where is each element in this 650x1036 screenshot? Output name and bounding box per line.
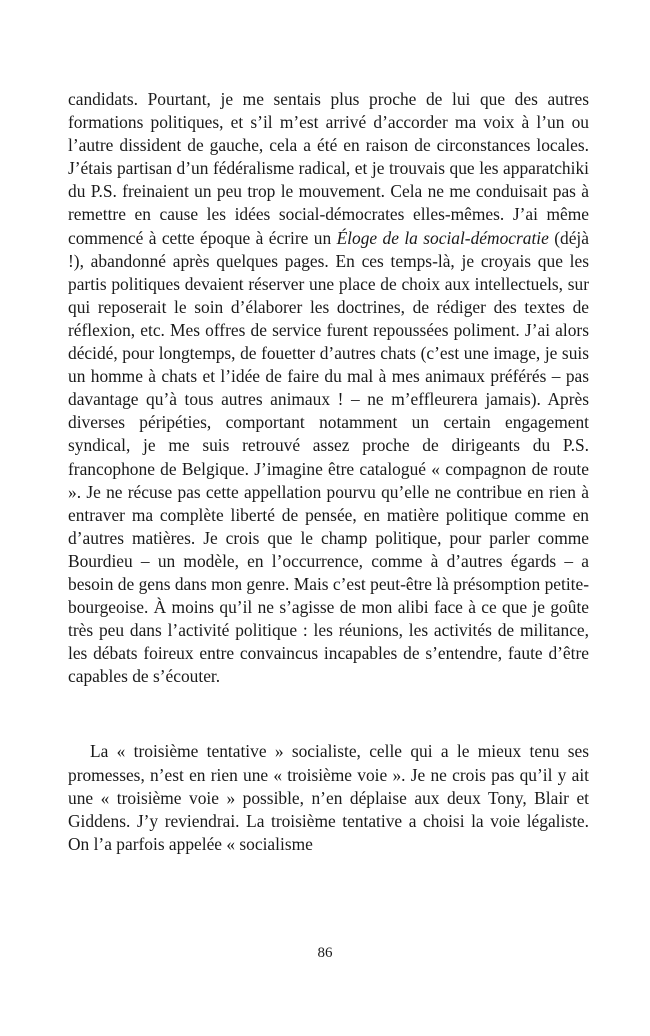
paragraph-2: La « troisième tentative » socialiste, celle qui a le mieux tenu ses promesses, n’est en rien une « troisième voie ». Je ne crois pas qu’il y ait une « troisième voie » possible, n’en déplaise aux deux Tony, Blair et Giddens. J’y reviendrai. La troisième tentative a choisi la voie légaliste. On l’a parfois appelée « socialisme bbox=[68, 741, 589, 854]
paragraph-1-text-end: (déjà !), abandonné après quelques pages. En ces temps-là, je croyais que les partis politiques devaient réserver une place de choix aux intellectuels, sur qui reposerait le soin d’élaborer les doctrines, de rédiger des textes de réflexion, etc. Mes offres de service furent repoussées poliment. J’ai alors décidé, pour longtemps, de fouetter d’autres chats (c’est une image, je suis un homme à chats et l’idée de faire du mal à mes animaux préférés – pas davantage qu’à tous autres animaux ! – ne m’effleurera jamais). Après diverses péripéties, comportant notamment un certain engagement syndical, je me suis retrouvé assez proche de dirigeants du P.S. francophone de Belgique. J’imagine être catalogué « compagnon de route ». Je ne récuse pas cette appellation pourvu qu’elle ne contribue en rien à entraver ma complète liberté de pensée, en matière politique comme en d’autres matières. Je crois que le champ politique, pour parler comme Bourdieu – un modèle, en l’occurrence, comme à d’autres égards – a besoin de gens dans mon genre. Mais c’est peut-être là présomption petite-bourgeoise. À moins qu’il ne s’agisse de mon alibi face à ce que je goûte très peu dans l’activité politique : les réunions, les activités de militance, les débats foireux entre convaincus incapables de s’entendre, faute d’être capables de s’écouter. bbox=[68, 227, 589, 687]
page-body bbox=[68, 88, 589, 856]
book-title-italic: Éloge de la social-démocratie bbox=[336, 227, 549, 248]
section-break bbox=[68, 688, 589, 740]
page-number: 86 bbox=[317, 945, 333, 961]
paragraph-1 bbox=[68, 88, 589, 688]
paragraph-1-text-start: candidats. Pourtant, je me sentais plus proche de lui que des autres formations politiques, et s’il m’est arrivé d’accorder ma voix à l’un ou l’autre dissident de gauche, cela a été en raison de circonstances locales. J’étais partisan d’un fédéralisme radical, et je trouvais que les apparatchiki du P.S. freinaient un peu trop le mouvement. Cela ne me conduisait pas à remettre en cause les idées social-démocrates elles-mêmes. J’ai même commencé à cette époque à écrire un bbox=[68, 89, 589, 248]
